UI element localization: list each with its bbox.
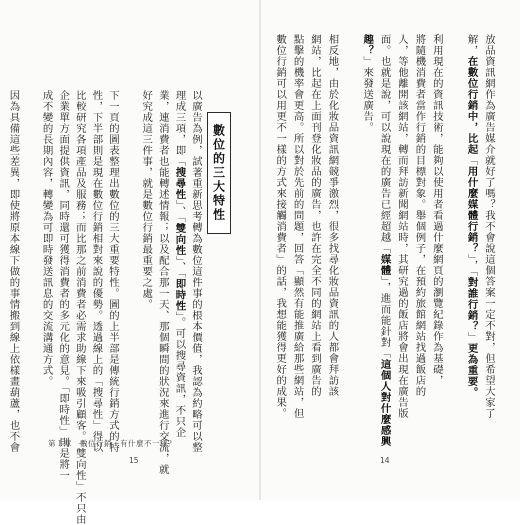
text-column — [430, 34, 443, 386]
page-number-left: 15 — [129, 456, 139, 465]
text-column — [156, 90, 169, 475]
text-column — [73, 90, 86, 525]
text-column — [139, 90, 152, 310]
emphasis-text: 用什麼媒體行銷？ — [465, 166, 478, 254]
body-text: 「 — [465, 155, 478, 166]
emphasis-text: 即時性 — [173, 278, 186, 312]
page-number-right: 14 — [380, 456, 390, 465]
body-text: 」，進而能針對「 — [378, 276, 391, 359]
body-text: 相反地，由於化妝品資訊網競爭激烈，很多找尋化妝品資訊的人都會拜訪該 — [326, 34, 339, 397]
emphasis-text: 對誰行銷？ — [465, 276, 478, 332]
emphasis-text: 雙向性 — [173, 222, 186, 256]
body-text: 將隨機消費者當作行銷的目標對象。舉個例子，在預約旅館網站找過飯店的 — [413, 34, 426, 397]
body-text: 成不變的長期內容，轉變為可即時發送訊息的交流溝通方式。 — [40, 90, 53, 387]
body-text: 」、「 — [173, 200, 186, 223]
body-text: 面。也就是說，可以說現在的廣告已經超越「 — [378, 34, 391, 254]
text-column — [273, 34, 286, 419]
emphasis-text: 這個人對什麼感興 — [378, 358, 391, 447]
emphasis-text: 搜尋性 — [173, 167, 186, 200]
body-text: 數位行銷可以用更不一樣的方式來接觸消費者」的話，我想能獲得更好的成果。 — [274, 34, 287, 419]
text-column — [378, 34, 391, 447]
text-column — [56, 90, 69, 481]
body-text: 」。可以搜尋資訊，不只企 — [173, 311, 186, 439]
emphasis-text: 更為重要。 — [465, 342, 478, 398]
body-text: 點擊的機率會更高。所以對於先前的問題，回答「顯然有能推廣給那些網站，但 — [291, 34, 304, 419]
text-column — [308, 34, 321, 397]
body-text: 網站，比起在上面刊登化妝品的廣告，也許在完全不同的網站上看到廣告的 — [309, 34, 321, 397]
body-text: 理成三項，即「 — [173, 90, 186, 167]
section-heading-box — [207, 112, 231, 234]
body-text: 因為具備這些差異，即使將原本線下做的事情搬到線上依樣畫葫蘆，也不會 — [7, 90, 20, 453]
body-text: 」 — [465, 331, 478, 343]
running-footer: 第１章 數位行銷，有什麼不一樣？ — [48, 439, 176, 448]
text-column — [412, 34, 425, 397]
body-text: 」，「 — [465, 254, 478, 277]
body-text: 以廣告為例，試著重新思考轉為數位這件事的根本價值，我認為約略可以整 — [190, 90, 202, 453]
emphasis-text: 媒體 — [378, 254, 391, 276]
body-text: 放品資訊網作為廣告媒介就好了嗎？我不會說這個答案一定不對，但希望大家了 — [483, 34, 495, 419]
body-text: 」來發送廣告。 — [361, 56, 374, 133]
body-text: 企業單方面提供資訊，同時還可獲得消費者的多元化的意見。「即時性」則是將一 — [57, 90, 70, 481]
body-text: 下一頁的圖表整理出數位的三大重要特性。圖的上半部是傳統行銷方式的特 — [107, 90, 119, 453]
text-column — [89, 90, 102, 453]
text-column — [40, 90, 53, 387]
text-column — [465, 34, 478, 398]
body-text: 」、「 — [173, 255, 186, 279]
body-text: 業，連消費者也能轉述情報；以及配合那一天、那個瞬間的狀況來進行交流，就 — [156, 90, 169, 475]
section-heading: 數位的三大特性 — [211, 124, 226, 222]
body-text: 人，等他離開該網站，轉而拜訪新聞網站時，其研究過的飯店將會出現在廣告版 — [396, 34, 408, 419]
text-column — [172, 90, 185, 438]
text-column — [106, 90, 119, 453]
text-column — [395, 34, 408, 419]
text-column — [291, 34, 304, 419]
emphasis-text: 趣？ — [361, 34, 374, 56]
text-column — [6, 90, 19, 453]
body-text: 好究成這三件事，就是數位行銷最重要之處。 — [140, 90, 153, 310]
body-text: 比較研究各項產品及服務；而比那之前消費者必需求助線下來吸引顧客。「雙向性」不只由 — [73, 90, 86, 525]
body-text: 解， — [465, 34, 478, 56]
body-text: 利用現在的資訊技術，能夠以使用者看過什麼網頁的瀏覽紀錄作為基礎， — [430, 34, 443, 386]
body-text: 性，下半部則是現在數位行銷相對來說的優勢。透過線上的「搜尋性」得以 — [90, 90, 103, 453]
text-column — [482, 34, 495, 419]
emphasis-text: 在數位行銷中，比起 — [465, 56, 478, 155]
text-column — [189, 90, 202, 453]
text-column — [325, 34, 338, 397]
text-column — [360, 34, 373, 133]
